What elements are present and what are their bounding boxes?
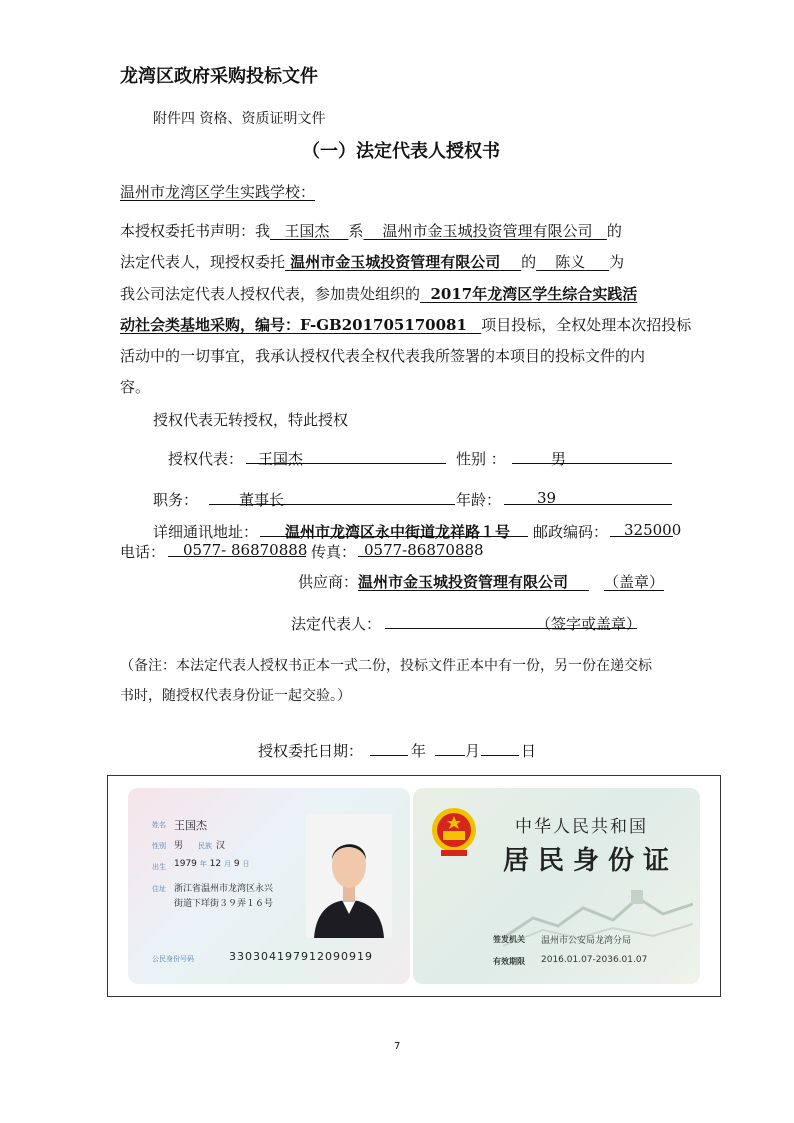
id-birth-date: 1979 年 12 月 9 日 [174, 859, 250, 869]
page-number: 7 [394, 1041, 401, 1052]
fax-value: 0577-86870888 [364, 541, 484, 559]
address-value: 温州市龙湾区永中街道龙祥路１号 [285, 523, 511, 541]
seal-note: （盖章） [604, 573, 665, 591]
company-name: 温州市金玉城投资管理有限公司 [290, 253, 501, 271]
validity: 2016.01.07-2036.01.07 [541, 955, 648, 965]
id-number: 330304197912090919 [229, 950, 373, 963]
addressee: 温州市龙湾区学生实践学校： [120, 183, 316, 201]
id-ethnic-label: 民族 [198, 842, 212, 850]
company-name: 温州市金玉城投资管理有限公司 [382, 222, 593, 240]
month-line [435, 755, 465, 756]
body-line-7: 授权代表无转授权，特此授权 [153, 411, 349, 429]
position-label: 职务： [153, 491, 199, 509]
id-country: 中华人民共和国 [515, 817, 648, 837]
authority: 温州市公安局龙湾分局 [541, 936, 632, 946]
body-line-3 [120, 283, 637, 304]
id-gender: 男 [174, 841, 184, 851]
gender-label: 性别 ： [456, 450, 506, 468]
id-ethnic: 汉 [216, 841, 226, 851]
rep-value: 王国杰 [258, 450, 304, 468]
fax-label: 传真： [311, 543, 357, 561]
phone-value: 0577- 86870888 [183, 541, 308, 559]
id-number-label: 公民身份号码 [152, 955, 194, 963]
body-text: 我公司法定代表人授权代表，参加贵处组织的 [120, 285, 421, 303]
id-card-front [128, 788, 410, 984]
gender-line [512, 463, 672, 464]
position-value: 董事长 [239, 491, 285, 509]
signature-note: （签字或盖章） [536, 615, 642, 633]
gender-value: 男 [551, 450, 567, 468]
body-line-1 [120, 220, 622, 241]
zip-value: 325000 [624, 521, 682, 539]
id-gender-label: 性别 [152, 842, 166, 850]
address-label: 详细通讯地址： [153, 523, 259, 541]
id-card-back [413, 788, 700, 984]
id-address-1: 浙江省温州市龙湾区永兴 [174, 884, 274, 894]
age-line [504, 504, 672, 505]
body-text: 的 [606, 222, 622, 240]
id-address-2: 街道下垟街３９弄１６号 [174, 899, 274, 909]
supplier-value: 温州市金玉城投资管理有限公司 [358, 573, 569, 591]
national-emblem-icon [429, 806, 479, 864]
day-line [481, 755, 519, 756]
delegate-name: 陈义 [555, 253, 586, 271]
age-value: 39 [537, 489, 557, 507]
month-unit: 月 [465, 742, 481, 760]
body-text: 法定代表人，现授权委托 [120, 253, 286, 271]
year-line [370, 755, 408, 756]
body-line-2 [120, 251, 624, 272]
project-name: 2017年龙湾区学生综合实践活 [430, 285, 638, 303]
legal-rep-label: 法定代表人： [291, 615, 382, 633]
body-line-4 [120, 314, 691, 335]
remark-line-1: （备注：本法定代表人授权书正本一式二份，投标文件正本中有一份，另一份在递交标 [120, 658, 652, 674]
body-line-6: 容。 [120, 378, 151, 396]
id-name-label: 姓名 [152, 821, 166, 829]
section-title: （一）法定代表人授权书 [302, 141, 500, 162]
body-text: 系 [348, 222, 364, 240]
body-text: 的 [521, 253, 537, 271]
id-card-title: 居民身份证 [503, 846, 679, 876]
body-text: 本授权委托书声明：我 [120, 222, 271, 240]
attachment-heading: 附件四 资格、资质证明文件 [153, 111, 326, 127]
id-name: 王国杰 [174, 819, 207, 832]
day-unit: 日 [521, 742, 537, 760]
document-title: 龙湾区政府采购投标文件 [120, 66, 318, 87]
legal-rep-name: 王国杰 [284, 222, 330, 240]
phone-label: 电话： [120, 543, 166, 561]
zip-label: 邮政编码： [533, 523, 609, 541]
rep-label: 授权代表： [168, 450, 244, 468]
authority-label: 签发机关 [493, 935, 525, 944]
id-photo [306, 814, 392, 938]
date-label: 授权委托日期： [258, 742, 364, 760]
supplier-label: 供应商： [298, 573, 359, 591]
age-label: 年龄： [456, 491, 502, 509]
id-address-label: 住址 [152, 885, 166, 893]
validity-label: 有效期限 [493, 957, 525, 966]
body-line-5: 活动中的一切事宜，我承认授权代表全权代表我所签署的本项目的投标文件的内 [120, 347, 646, 365]
project-name: 动社会类基地采购，编号：F-GB201705170081 [120, 316, 467, 334]
body-text: 为 [609, 253, 625, 271]
id-birth-label: 出生 [152, 863, 166, 871]
body-text: 项目投标，全权处理本次招投标 [481, 316, 692, 334]
id-card-frame [107, 775, 721, 997]
remark-line-2: 书时，随授权代表身份证一起交验。） [120, 688, 351, 704]
year-unit: 年 [411, 742, 427, 760]
